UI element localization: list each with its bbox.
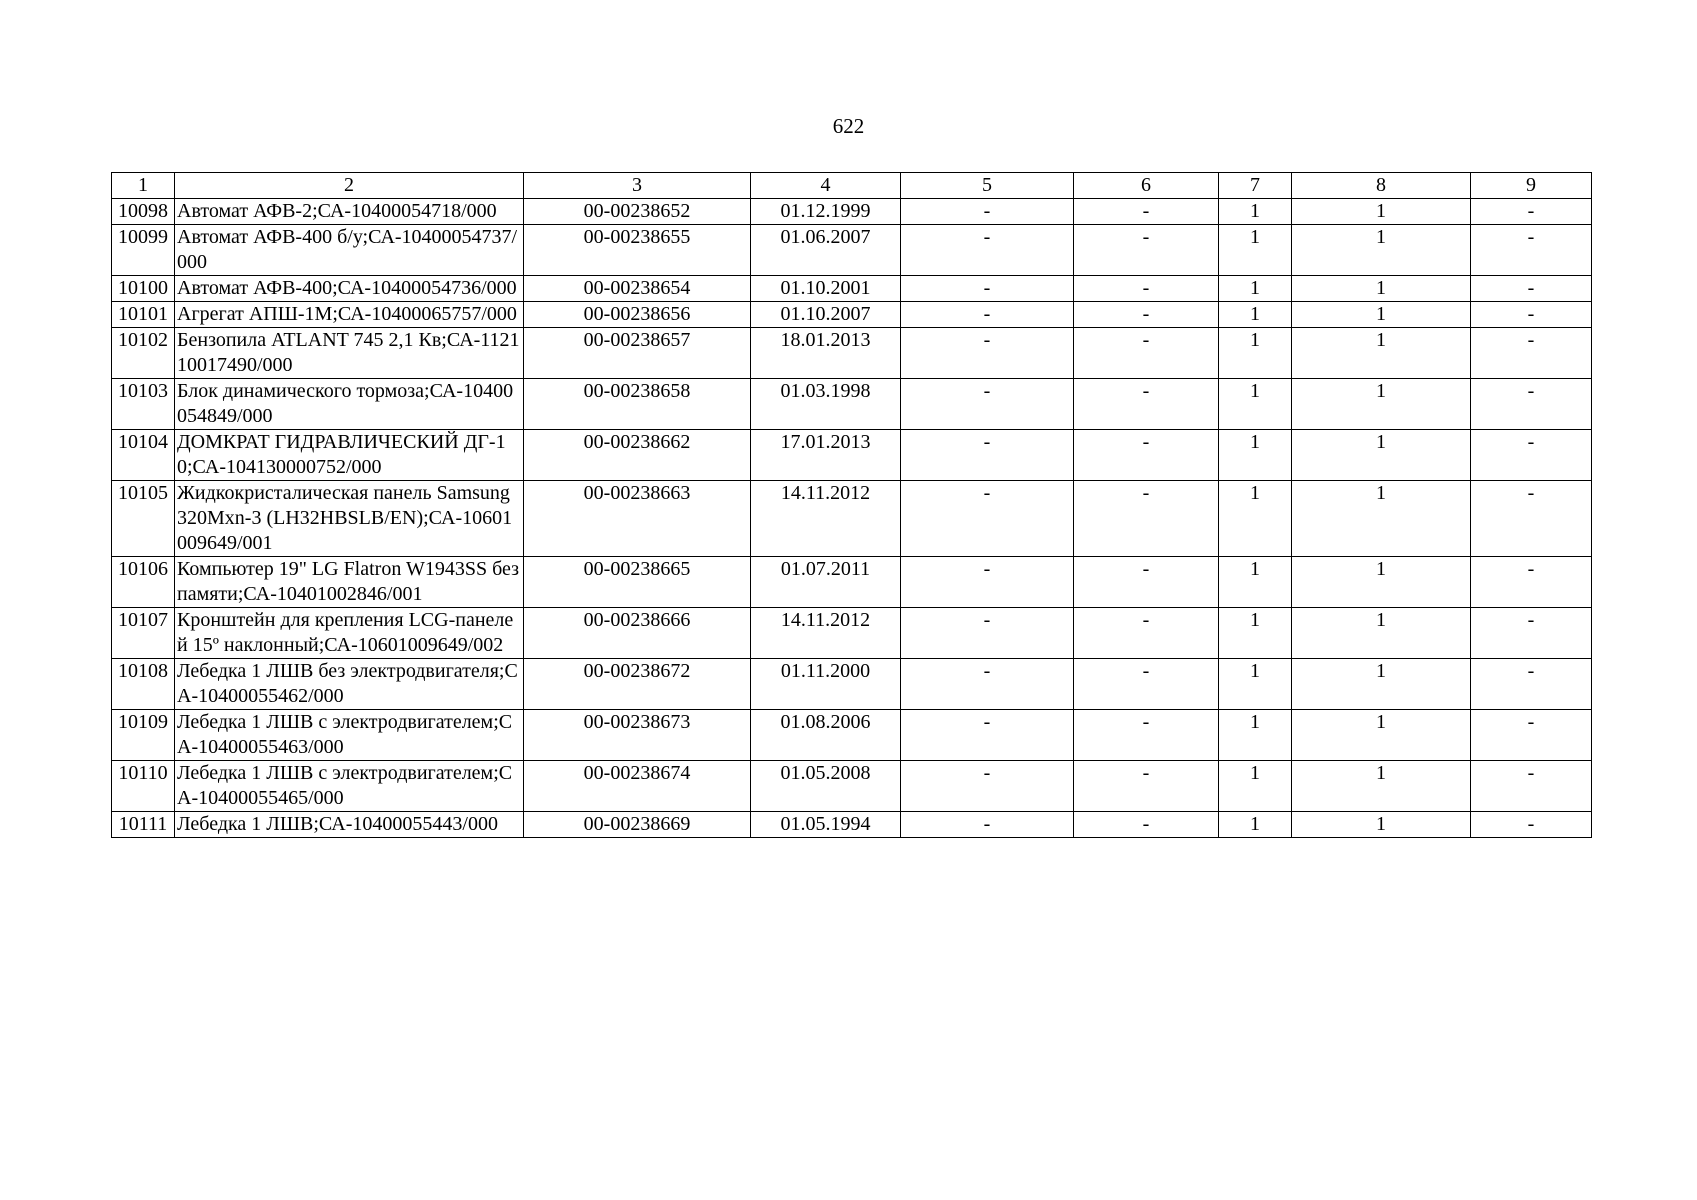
- row-number-cell: 10108: [112, 659, 175, 710]
- date-cell: 01.10.2001: [751, 276, 901, 302]
- table-row: [112, 379, 1592, 430]
- column-7-cell: 1: [1219, 481, 1292, 557]
- column-5-cell: -: [901, 302, 1074, 328]
- column-8-cell: 1: [1292, 761, 1471, 812]
- inventory-code-cell: 00-00238658: [524, 379, 751, 430]
- column-6-cell: -: [1074, 557, 1219, 608]
- row-number-cell: 10102: [112, 328, 175, 379]
- table-header-row: [112, 173, 1592, 199]
- column-7-cell: 1: [1219, 328, 1292, 379]
- column-7-cell: 1: [1219, 225, 1292, 276]
- date-cell: 01.08.2006: [751, 710, 901, 761]
- table-row: [112, 225, 1592, 276]
- column-5-cell: -: [901, 481, 1074, 557]
- column-6-cell: -: [1074, 328, 1219, 379]
- column-7-cell: 1: [1219, 761, 1292, 812]
- inventory-code-cell: 00-00238674: [524, 761, 751, 812]
- table-row: [112, 430, 1592, 481]
- column-5-cell: -: [901, 710, 1074, 761]
- column-6-cell: -: [1074, 710, 1219, 761]
- table-row: [112, 761, 1592, 812]
- item-name-cell: Бензопила ATLANT 745 2,1 Кв;СА-112110017490/000: [175, 328, 524, 379]
- column-header: 8: [1292, 173, 1471, 199]
- column-7-cell: 1: [1219, 710, 1292, 761]
- column-9-cell: -: [1471, 812, 1592, 838]
- column-6-cell: -: [1074, 481, 1219, 557]
- column-6-cell: -: [1074, 302, 1219, 328]
- column-9-cell: -: [1471, 430, 1592, 481]
- column-8-cell: 1: [1292, 276, 1471, 302]
- item-name-cell: Лебедка 1 ЛШВ без электродвигателя;СА-10400055462/000: [175, 659, 524, 710]
- column-header: 7: [1219, 173, 1292, 199]
- column-8-cell: 1: [1292, 659, 1471, 710]
- row-number-cell: 10101: [112, 302, 175, 328]
- inventory-table: [111, 172, 1592, 838]
- column-header: 6: [1074, 173, 1219, 199]
- table-row: [112, 608, 1592, 659]
- table-row: [112, 710, 1592, 761]
- column-8-cell: 1: [1292, 328, 1471, 379]
- column-8-cell: 1: [1292, 710, 1471, 761]
- inventory-code-cell: 00-00238656: [524, 302, 751, 328]
- column-8-cell: 1: [1292, 557, 1471, 608]
- date-cell: 01.06.2007: [751, 225, 901, 276]
- column-9-cell: -: [1471, 199, 1592, 225]
- column-header: 3: [524, 173, 751, 199]
- table-row: [112, 812, 1592, 838]
- column-header: 4: [751, 173, 901, 199]
- item-name-cell: Автомат АФВ-400;СА-10400054736/000: [175, 276, 524, 302]
- column-6-cell: -: [1074, 276, 1219, 302]
- column-header: 9: [1471, 173, 1592, 199]
- column-7-cell: 1: [1219, 659, 1292, 710]
- column-9-cell: -: [1471, 302, 1592, 328]
- date-cell: 01.10.2007: [751, 302, 901, 328]
- column-9-cell: -: [1471, 328, 1592, 379]
- inventory-code-cell: 00-00238655: [524, 225, 751, 276]
- column-9-cell: -: [1471, 379, 1592, 430]
- item-name-cell: Лебедка 1 ЛШВ;СА-10400055443/000: [175, 812, 524, 838]
- row-number-cell: 10103: [112, 379, 175, 430]
- column-9-cell: -: [1471, 481, 1592, 557]
- column-5-cell: -: [901, 225, 1074, 276]
- column-9-cell: -: [1471, 225, 1592, 276]
- column-8-cell: 1: [1292, 608, 1471, 659]
- column-9-cell: -: [1471, 276, 1592, 302]
- row-number-cell: 10106: [112, 557, 175, 608]
- date-cell: 01.03.1998: [751, 379, 901, 430]
- column-6-cell: -: [1074, 225, 1219, 276]
- column-header: 1: [112, 173, 175, 199]
- date-cell: 01.05.1994: [751, 812, 901, 838]
- row-number-cell: 10105: [112, 481, 175, 557]
- column-8-cell: 1: [1292, 199, 1471, 225]
- item-name-cell: Жидкокристалическая панель Samsung 320Mxn-3 (LH32HBSLB/EN);СА-10601009649/001: [175, 481, 524, 557]
- column-header: 5: [901, 173, 1074, 199]
- date-cell: 14.11.2012: [751, 481, 901, 557]
- page-number: 622: [832, 114, 865, 138]
- column-5-cell: -: [901, 608, 1074, 659]
- row-number-cell: 10100: [112, 276, 175, 302]
- column-7-cell: 1: [1219, 557, 1292, 608]
- column-7-cell: 1: [1219, 276, 1292, 302]
- date-cell: 14.11.2012: [751, 608, 901, 659]
- column-5-cell: -: [901, 557, 1074, 608]
- column-5-cell: -: [901, 812, 1074, 838]
- column-9-cell: -: [1471, 710, 1592, 761]
- inventory-code-cell: 00-00238666: [524, 608, 751, 659]
- column-7-cell: 1: [1219, 812, 1292, 838]
- column-7-cell: 1: [1219, 608, 1292, 659]
- column-6-cell: -: [1074, 199, 1219, 225]
- column-5-cell: -: [901, 199, 1074, 225]
- inventory-code-cell: 00-00238669: [524, 812, 751, 838]
- item-name-cell: Кронштейн для крепления LCG-панелей 15º наклонный;СА-10601009649/002: [175, 608, 524, 659]
- item-name-cell: Лебедка 1 ЛШВ с электродвигателем;СА-10400055463/000: [175, 710, 524, 761]
- column-7-cell: 1: [1219, 379, 1292, 430]
- column-5-cell: -: [901, 276, 1074, 302]
- table-row: [112, 659, 1592, 710]
- row-number-cell: 10107: [112, 608, 175, 659]
- column-5-cell: -: [901, 659, 1074, 710]
- column-7-cell: 1: [1219, 199, 1292, 225]
- table-row: [112, 199, 1592, 225]
- item-name-cell: ДОМКРАТ ГИДРАВЛИЧЕСКИЙ ДГ-10;СА-104130000752/000: [175, 430, 524, 481]
- item-name-cell: Агрегат АПШ-1М;СА-10400065757/000: [175, 302, 524, 328]
- row-number-cell: 10098: [112, 199, 175, 225]
- column-6-cell: -: [1074, 761, 1219, 812]
- column-6-cell: -: [1074, 659, 1219, 710]
- table-row: [112, 276, 1592, 302]
- table-row: [112, 302, 1592, 328]
- inventory-code-cell: 00-00238657: [524, 328, 751, 379]
- inventory-code-cell: 00-00238673: [524, 710, 751, 761]
- row-number-cell: 10110: [112, 761, 175, 812]
- column-8-cell: 1: [1292, 225, 1471, 276]
- column-6-cell: -: [1074, 812, 1219, 838]
- date-cell: 01.12.1999: [751, 199, 901, 225]
- date-cell: 01.11.2000: [751, 659, 901, 710]
- item-name-cell: Лебедка 1 ЛШВ с электродвигателем;СА-10400055465/000: [175, 761, 524, 812]
- column-8-cell: 1: [1292, 302, 1471, 328]
- column-header: 2: [175, 173, 524, 199]
- date-cell: 01.07.2011: [751, 557, 901, 608]
- column-6-cell: -: [1074, 379, 1219, 430]
- date-cell: 01.05.2008: [751, 761, 901, 812]
- column-5-cell: -: [901, 328, 1074, 379]
- column-8-cell: 1: [1292, 812, 1471, 838]
- row-number-cell: 10099: [112, 225, 175, 276]
- inventory-code-cell: 00-00238663: [524, 481, 751, 557]
- date-cell: 17.01.2013: [751, 430, 901, 481]
- item-name-cell: Автомат АФВ-400 б/у;СА-10400054737/000: [175, 225, 524, 276]
- inventory-code-cell: 00-00238672: [524, 659, 751, 710]
- column-8-cell: 1: [1292, 430, 1471, 481]
- column-8-cell: 1: [1292, 481, 1471, 557]
- column-9-cell: -: [1471, 659, 1592, 710]
- column-6-cell: -: [1074, 430, 1219, 481]
- column-5-cell: -: [901, 379, 1074, 430]
- column-5-cell: -: [901, 761, 1074, 812]
- inventory-code-cell: 00-00238654: [524, 276, 751, 302]
- item-name-cell: Автомат АФВ-2;СА-10400054718/000: [175, 199, 524, 225]
- column-9-cell: -: [1471, 608, 1592, 659]
- column-9-cell: -: [1471, 761, 1592, 812]
- row-number-cell: 10104: [112, 430, 175, 481]
- column-6-cell: -: [1074, 608, 1219, 659]
- column-8-cell: 1: [1292, 379, 1471, 430]
- column-5-cell: -: [901, 430, 1074, 481]
- item-name-cell: Блок динамического тормоза;СА-10400054849/000: [175, 379, 524, 430]
- column-7-cell: 1: [1219, 430, 1292, 481]
- table-row: [112, 557, 1592, 608]
- column-7-cell: 1: [1219, 302, 1292, 328]
- table-row: [112, 481, 1592, 557]
- inventory-code-cell: 00-00238662: [524, 430, 751, 481]
- inventory-code-cell: 00-00238665: [524, 557, 751, 608]
- table-row: [112, 328, 1592, 379]
- row-number-cell: 10111: [112, 812, 175, 838]
- inventory-code-cell: 00-00238652: [524, 199, 751, 225]
- column-9-cell: -: [1471, 557, 1592, 608]
- row-number-cell: 10109: [112, 710, 175, 761]
- date-cell: 18.01.2013: [751, 328, 901, 379]
- item-name-cell: Компьютер 19" LG Flatron W1943SS без памяти;СА-10401002846/001: [175, 557, 524, 608]
